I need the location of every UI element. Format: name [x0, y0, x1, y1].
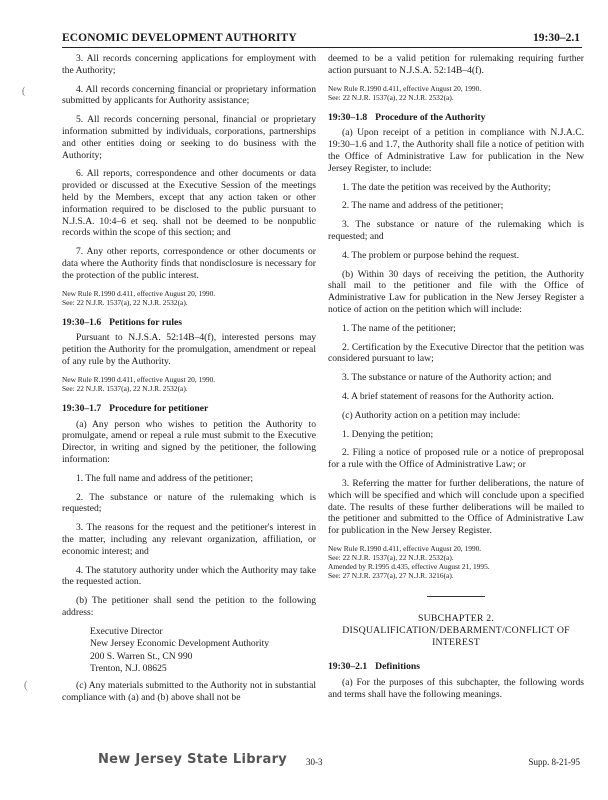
left-column [62, 53, 316, 711]
list-item: 2. Filing a notice of proposed rule or a notice of preproposal for a rule with the Office of Administrative Law; or [328, 447, 584, 471]
scan-mark: ( [24, 680, 28, 691]
paragraph: (a) Any person who wishes to petition the Authority to promulgate, amend or repeal a rule must submit to the Executive Director, in writing and signed by the petitioner, the following information: [62, 418, 316, 465]
history-note: New Rule R.1990 d.411, effective August 20, 1990. See: 22 N.J.R. 1537(a), 22 N.J.R. 2532(a). [328, 83, 482, 102]
paragraph: (c) Any materials submitted to the Authority not in substantial compliance with (a) and (b) above shall not be [62, 680, 316, 703]
paragraph: (c) Authority action on a petition may include: [342, 409, 521, 421]
section-number: 19:30–2.1 [328, 660, 368, 672]
header-rule [62, 47, 582, 48]
list-item: 4. The statutory authority under which the Authority may take the requested action. [62, 564, 316, 588]
right-column [328, 53, 584, 707]
paragraph: (a) Upon receipt of a petition in compliance with N.J.A.C. 19:30–1.6 and 1.7, the Authority shall file a notice of petition with the Office of Administrative Law for publication in the New Jersey Register, to include: [328, 127, 584, 174]
mailing-address [90, 626, 316, 676]
list-item: 2. The substance or nature of the rulemaking which is requested; [62, 491, 316, 515]
section-title: Definitions [375, 660, 420, 672]
library-stamp: New Jersey State Library [98, 752, 288, 767]
list-item: 5. All records concerning personal, financial or proprietary information submitted by individuals, corporations, partnerships and other entities doing or seeking to do business with the Authority; [62, 114, 316, 161]
running-header-title: ECONOMIC DEVELOPMENT AUTHORITY [62, 32, 297, 44]
page-number: 30-3 [306, 757, 323, 767]
section-divider [427, 596, 485, 597]
address-line: 200 S. Warren St., CN 990 [90, 650, 193, 662]
section-title: Procedure for petitioner [109, 402, 209, 414]
history-note: New Rule R.1990 d.411, effective August 20, 1990. See: 22 N.J.R. 1537(a), 22 N.J.R. 2532(a). [62, 288, 216, 307]
running-header-section: 19:30–2.1 [533, 32, 580, 44]
list-item: 2. Certification by the Executive Director that the petition was considered pursuant to law; [328, 341, 584, 365]
list-item: 4. All records concerning financial or proprietary information submitted by applicants for Authority assistance; [62, 83, 316, 107]
paragraph: (a) For the purposes of this subchapter, the following words and terms shall have the following meanings. [328, 676, 584, 700]
list-item: 3. Referring the matter for further deliberations, the nature of which will be specified and which will conclude upon a specified date. The results of these further deliberations will be mailed to the petitioner and submitted to the Office of Administrative Law for publication in the New Jersey Register. [328, 477, 584, 537]
list-item: 3. All records concerning applications for employment with the Authority; [62, 53, 316, 76]
list-item: 3. The reasons for the request and the petitioner's interest in the matter, including any relevant organization, affiliation, or economic interest; and [62, 522, 316, 557]
list-item: 1. Denying the petition; [342, 428, 434, 440]
section-heading [328, 112, 584, 124]
section-title: Petitions for rules [109, 316, 183, 328]
paragraph: (b) The petitioner shall send the petition to the following address: [62, 595, 316, 618]
section-number: 19:30–1.8 [328, 111, 368, 123]
section-heading [328, 661, 584, 673]
section-title: Procedure of the Authority [375, 111, 486, 123]
paragraph: deemed to be a valid petition for rulemaking requiring further action pursuant to N.J.S.A. 52:14B–4(f). [328, 53, 584, 76]
list-item: 1. The date the petition was received by the Authority; [342, 181, 551, 193]
list-item: 6. All reports, correspondence and other documents or data provided or discussed at the Executive Session of the meetings held by the Members, except that any action taken or other information required to be disclosed to the public pursuant to N.J.S.A. 10:4–6 et seq. shall not be deemed to be nonpublic records within the scope of this section; and [62, 168, 316, 239]
list-item: 1. The name of the petitioner; [342, 322, 456, 334]
list-item: 4. The problem or purpose behind the request. [342, 249, 519, 261]
section-number: 19:30–1.7 [62, 402, 102, 414]
address-line: New Jersey Economic Development Authority [90, 638, 270, 650]
list-item: 7. Any other reports, correspondence or other documents or data where the Authority finds that nondisclosure is necessary for the protection of the public interest. [62, 246, 316, 281]
section-heading [62, 317, 316, 329]
paragraph: Pursuant to N.J.S.A. 52:14B–4(f), interested persons may petition the Authority for the promulgation, amendment or repeal of any rule by the Authority. [62, 332, 316, 367]
subchapter-heading: SUBCHAPTER 2. DISQUALIFICATION/DEBARMENT/CONFLICT OF INTEREST [342, 612, 570, 648]
list-item: 3. The substance or nature of the rulemaking which is requested; and [328, 219, 584, 242]
section-heading [62, 403, 316, 415]
history-note: New Rule R.1990 d.411, effective August 20, 1990. See: 22 N.J.R. 1537(a), 22 N.J.R. 2532(a). Amended by R.1995 d.435, effective August 21, 1995. See: 27 N.J.R. 2377(a), 27 N.J.R. 3216(a). [328, 543, 490, 580]
paragraph: (b) Within 30 days of receiving the petition, the Authority shall mail to the petitioner and file with the Office of Administrative Law for publication in the New Jersey Register a notice of action on the petition which will include: [328, 268, 584, 315]
list-item: 4. A brief statement of reasons for the Authority action. [342, 390, 554, 402]
supplement-date: Supp. 8-21-95 [528, 757, 580, 767]
list-item: 2. The name and address of the petitioner; [342, 200, 504, 212]
list-item: 3. The substance or nature of the Authority action; and [342, 372, 552, 384]
section-number: 19:30–1.6 [62, 316, 102, 328]
list-item: 1. The full name and address of the petitioner; [76, 472, 253, 484]
history-note: New Rule R.1990 d.411, effective August 20, 1990. See: 22 N.J.R. 1537(a), 22 N.J.R. 2532(a). [62, 374, 216, 393]
address-line: Trenton, N.J. 08625 [90, 663, 167, 675]
scan-mark: ( [22, 86, 26, 97]
address-line: Executive Director [90, 625, 163, 637]
